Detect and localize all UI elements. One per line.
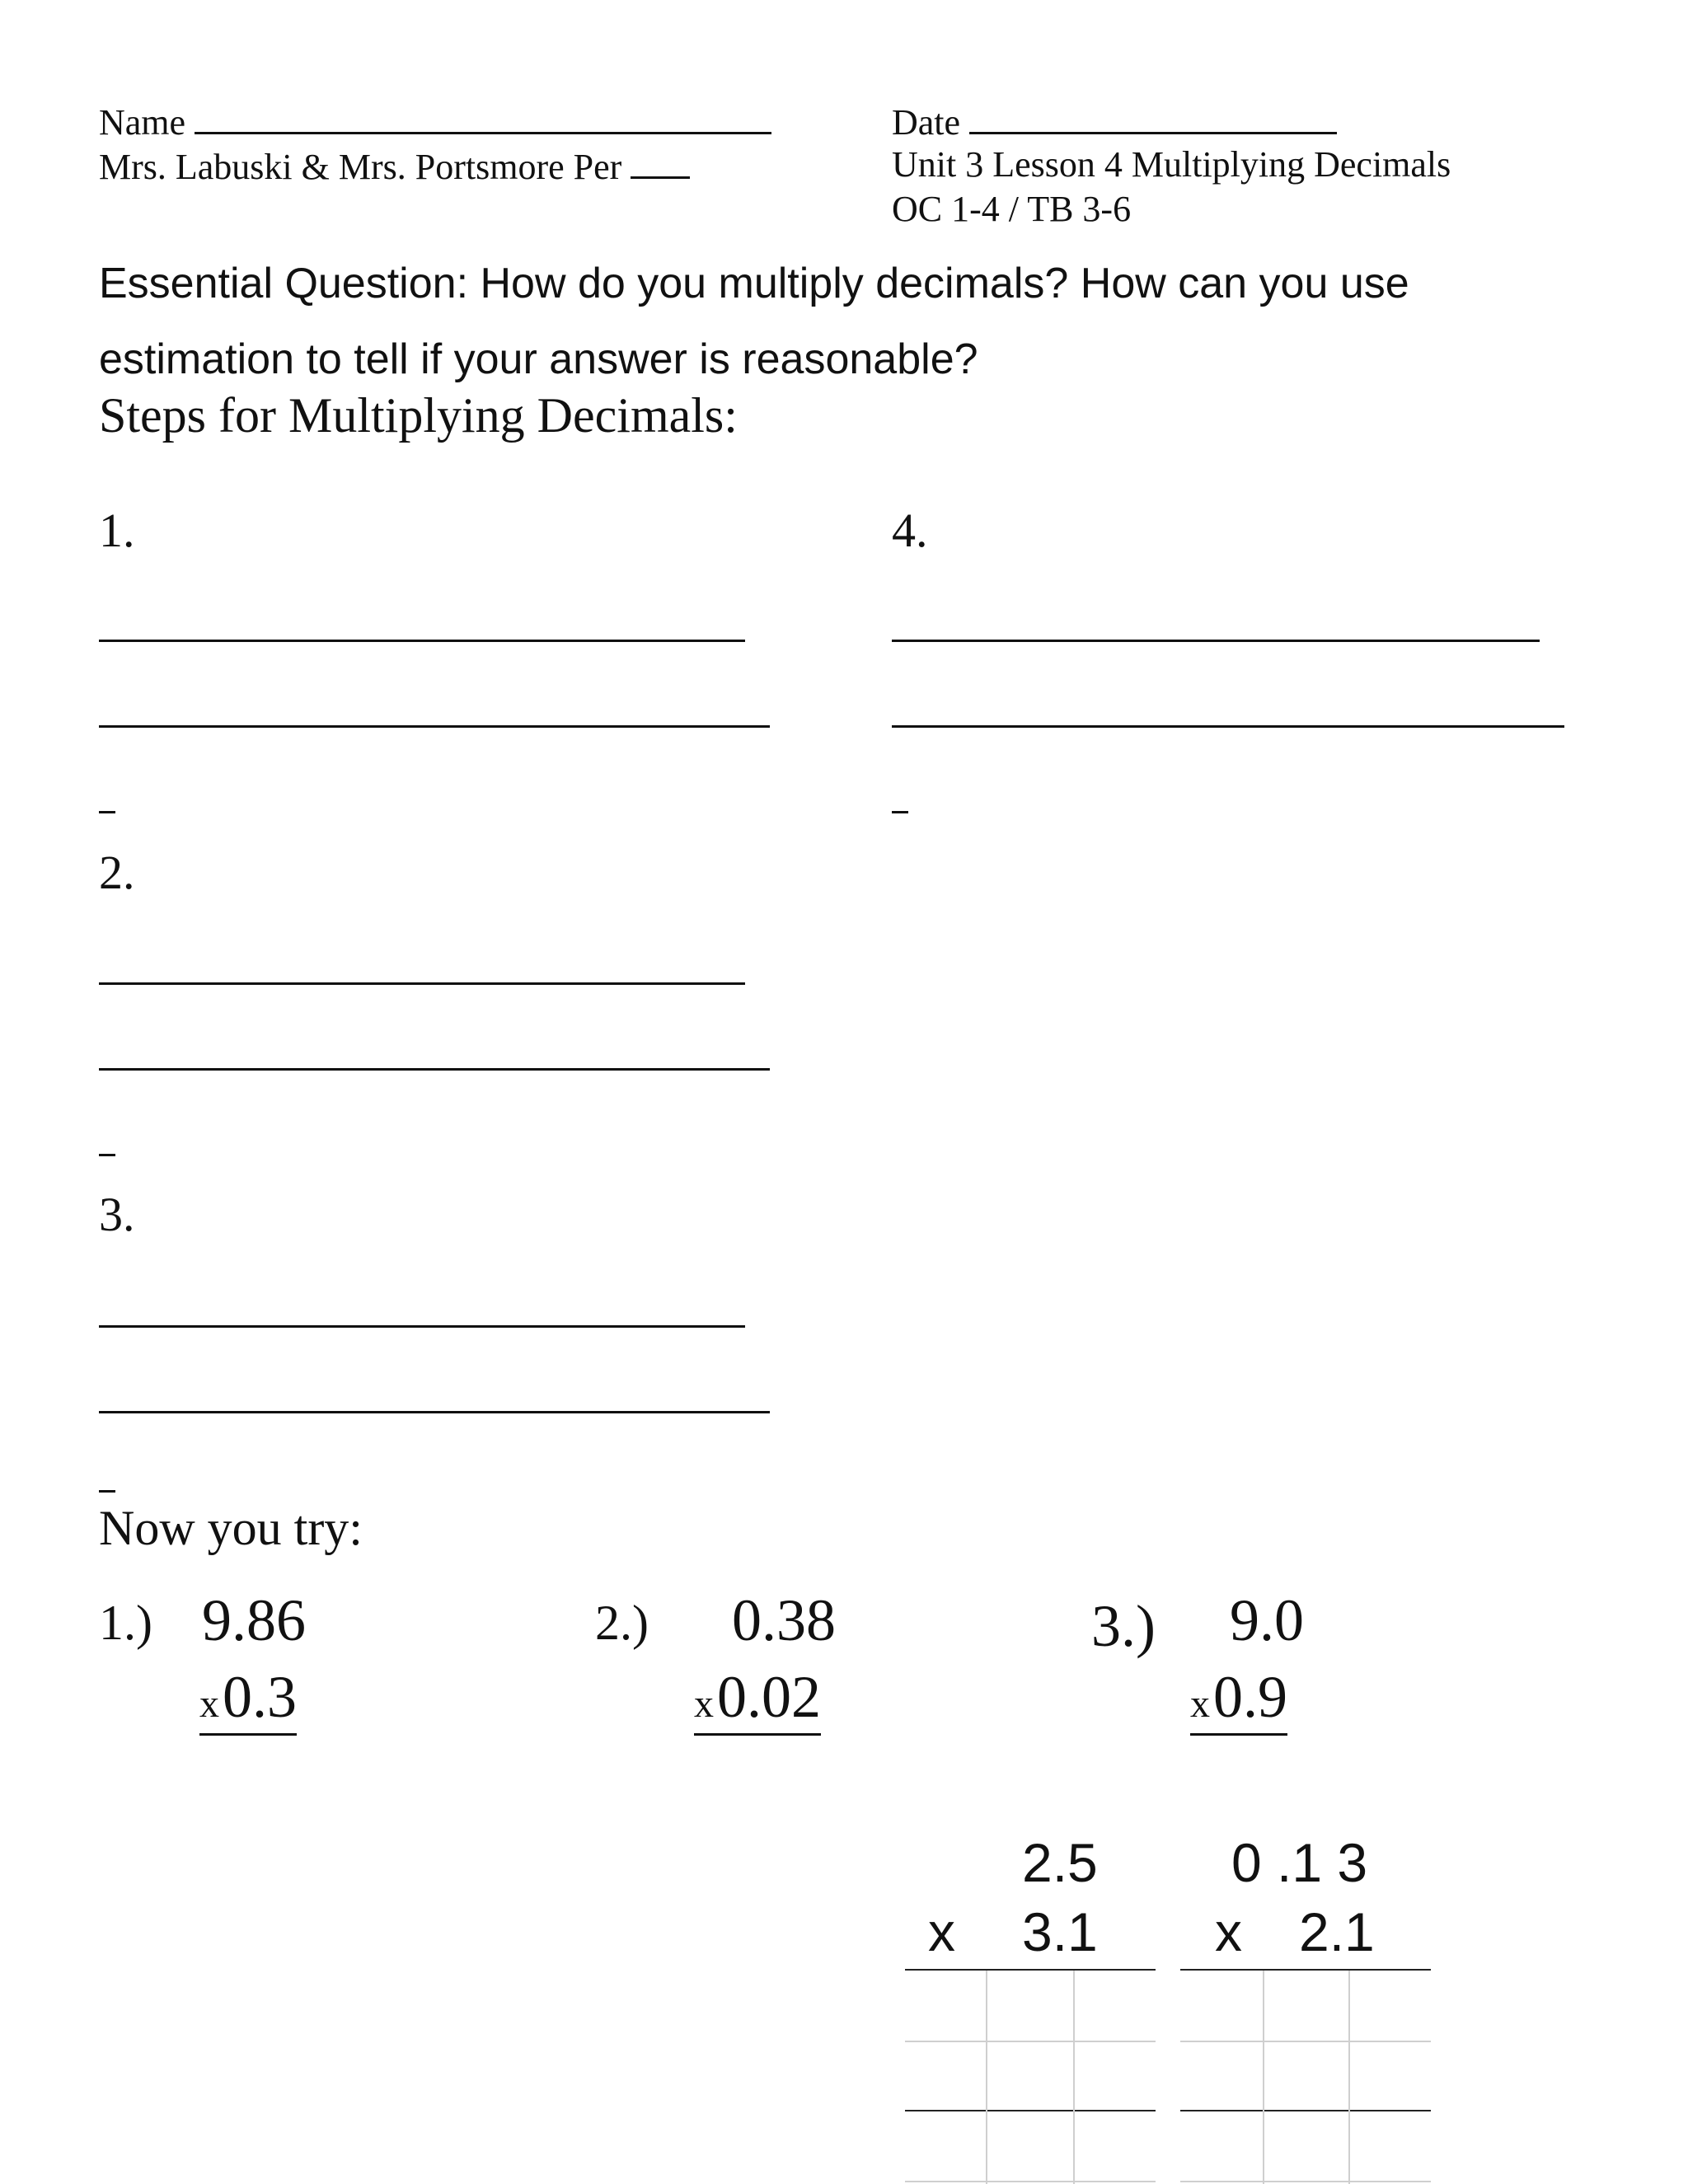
essential-question: Essential Question: How do you multiply decimals? How can you use estimation to tell if your answer is reasonable?	[99, 260, 1409, 383]
name-label: Name	[99, 102, 186, 143]
problem-1-label: 1.)	[99, 1596, 152, 1650]
problem-1-times: x	[199, 1682, 219, 1726]
problem-2-label: 2.)	[595, 1596, 649, 1650]
step-2-line-2[interactable]	[99, 1068, 770, 1071]
grid-problem-2-col-line-2	[1348, 1971, 1350, 2184]
step-4-number: 4.	[892, 504, 928, 557]
problem-2-bottom: 0.02	[717, 1664, 821, 1730]
problem-3-times: x	[1190, 1682, 1210, 1726]
step-1-number: 1.	[99, 504, 135, 557]
step-1-line-2[interactable]	[99, 725, 770, 728]
teacher-names: Mrs. Labuski & Mrs. Portsmore Per	[99, 147, 622, 187]
now-you-try-title: Now you try:	[99, 1501, 363, 1555]
grid-problem-2-bottom: 2.1	[1299, 1901, 1375, 1962]
problem-1-top: 9.86	[202, 1587, 306, 1653]
grid-problem-1-top: 2.5	[1022, 1832, 1098, 1893]
problem-2-times: x	[694, 1682, 714, 1726]
step-1-line-1[interactable]	[99, 640, 745, 642]
grid-problem-1-bottom: 3.1	[1022, 1901, 1098, 1962]
lesson-code: OC 1-4 / TB 3-6	[892, 189, 1132, 229]
teacher-period-line	[99, 143, 690, 189]
step-2-line-end	[99, 1154, 115, 1156]
lesson-title: Unit 3 Lesson 4 Multiplying Decimals	[892, 144, 1451, 185]
period-blank[interactable]	[631, 143, 690, 179]
step-3-line-2[interactable]	[99, 1411, 770, 1413]
grid-problem-1-times: x	[928, 1901, 955, 1962]
grid-problem-1-col-line-1	[986, 1971, 987, 2184]
grid-problem-2-col-line-1	[1263, 1971, 1264, 2184]
grid-problem-2-row-line-3	[1180, 2181, 1431, 2182]
grid-problem-2-row-line-1	[1180, 2041, 1431, 2042]
step-3-number: 3.	[99, 1188, 135, 1241]
grid-problem-2-row-line-2	[1180, 2110, 1431, 2111]
grid-problem-1-col-line-2	[1073, 1971, 1075, 2184]
grid-problem-2-times: x	[1215, 1901, 1242, 1962]
step-2-line-1[interactable]	[99, 982, 745, 985]
problem-1-bottom: 0.3	[223, 1664, 297, 1730]
grid-problem-1-row-line-2	[905, 2110, 1156, 2111]
problem-3-bottom-row	[1190, 1663, 1287, 1736]
step-3-line-end	[99, 1490, 115, 1493]
date-blank[interactable]	[969, 99, 1337, 134]
step-4-line-1[interactable]	[892, 640, 1540, 642]
steps-title: Steps for Multiplying Decimals:	[99, 388, 738, 443]
step-4-line-2[interactable]	[892, 725, 1564, 728]
problem-2-bottom-row	[694, 1663, 821, 1736]
date-label: Date	[892, 102, 961, 143]
grid-problem-1-rule	[905, 1969, 1156, 1971]
name-blank[interactable]	[195, 99, 771, 134]
step-2-number: 2.	[99, 846, 135, 899]
problem-2-top: 0.38	[732, 1587, 836, 1653]
grid-problem-1-row-line-3	[905, 2181, 1156, 2182]
grid-problem-2-rule	[1180, 1969, 1431, 1971]
grid-problem-2-top: 0 .1 3	[1231, 1832, 1368, 1893]
problem-3-top: 9.0	[1230, 1587, 1304, 1653]
step-3-line-1[interactable]	[99, 1325, 745, 1328]
problem-1-bottom-row	[199, 1663, 297, 1736]
date-field[interactable]	[892, 99, 1337, 144]
name-field[interactable]	[99, 99, 771, 144]
problem-3-label: 3.)	[1091, 1593, 1156, 1659]
step-4-line-end	[892, 811, 908, 813]
grid-problem-1-row-line-1	[905, 2041, 1156, 2042]
step-1-line-end	[99, 811, 115, 813]
problem-3-bottom: 0.9	[1213, 1664, 1287, 1730]
